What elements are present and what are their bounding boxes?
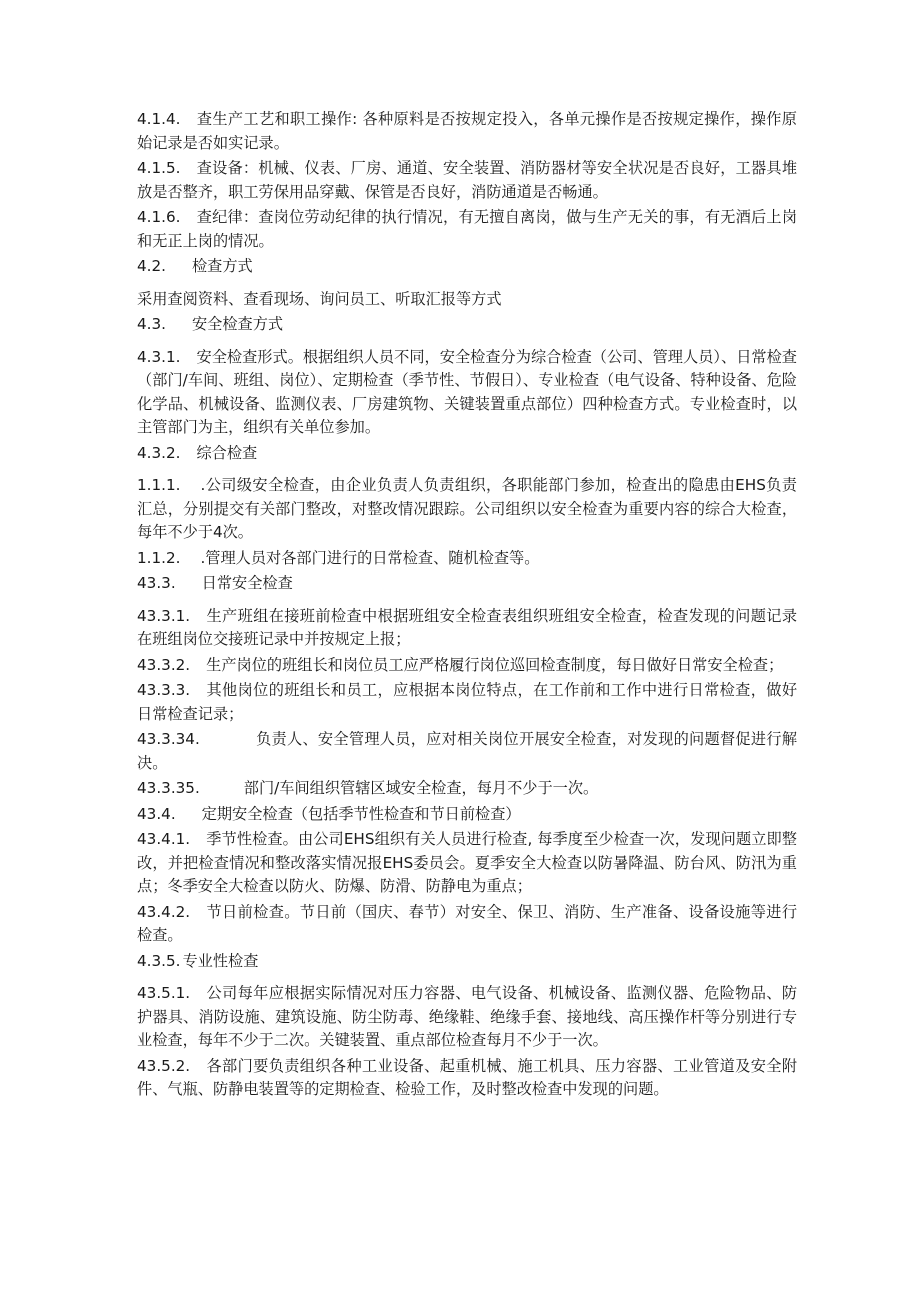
section-number: 4.3.5. <box>137 951 181 970</box>
section-number: 4.3.2. <box>137 443 181 462</box>
section-number: 4.1.6. <box>137 208 181 226</box>
section-number: 43.4.1. <box>137 830 191 848</box>
paragraph-text: 其他岗位的班组长和员工，应根据本岗位特点，在工作前和工作中进行日常检查，做好日常检查记录； <box>137 681 797 723</box>
paragraph-text: 生产岗位的班组长和岗位员工应严格履行岗位巡回检查制度，每日做好日常安全检查； <box>206 655 784 674</box>
heading-43-3 <box>137 572 797 596</box>
paragraph-text: 公司每年应根据实际情况对压力容器、电气设备、机械设备、监测仪器、危险物品、防护器具、消防设施、建筑设施、防尘防毒、绝缘鞋、绝缘手套、接地线、高压操作杆等分别进行专业检查，每年不少于二次。关键装置、重点部位检查每月不少于一次。 <box>137 984 797 1049</box>
section-number: 1.1.2. <box>137 548 181 567</box>
paragraph-43-3-1 <box>137 605 797 652</box>
section-number: 1.1.1. <box>137 476 181 494</box>
section-number: 43.3.35. <box>137 779 200 797</box>
section-number: 43.5.2. <box>137 1056 191 1075</box>
heading-4-3-2 <box>137 442 797 466</box>
paragraph-text: 查生产工艺和职工操作: 各种原料是否按规定投入，各单元操作是否按规定操作，操作原始记录是否如实记录。 <box>137 110 797 152</box>
paragraph-text: .公司级安全检查，由企业负责人负责组织，各职能部门参加，检查出的隐患由EHS负责汇总，分别提交有关部门整改，对整改情况跟踪。公司组织以安全检查为重要内容的综合大检查，每年不少于4次。 <box>137 476 797 541</box>
paragraph-method <box>137 288 797 312</box>
heading-43-4 <box>137 803 797 827</box>
heading-text: 日常安全检查 <box>201 574 293 592</box>
paragraph-1-1-2 <box>137 547 797 571</box>
section-number: 43.3.1. <box>137 606 191 625</box>
section-number: 4.1.5. <box>137 159 181 177</box>
section-number: 43.3.2. <box>137 655 191 674</box>
paragraph-text: .管理人员对各部门进行的日常检查、随机检查等。 <box>200 548 540 567</box>
heading-4-3-5 <box>137 950 797 974</box>
heading-text: 检查方式 <box>191 257 253 275</box>
paragraph-text: 查设备：机械、仪表、厂房、通道、安全装置、消防器材等安全状况是否良好，工器具堆放是否整齐，职工劳保用品穿戴、保管是否良好，消防通道是否畅通。 <box>137 159 797 201</box>
paragraph-text: 采用查阅资料、查看现场、询问员工、听取汇报等方式 <box>137 289 502 308</box>
paragraph-43-3-3 <box>137 679 797 726</box>
heading-text: 综合检查 <box>196 443 258 462</box>
document-body <box>137 108 797 1104</box>
paragraph-text: 季节性检查。由公司EHS组织有关人员进行检查, 每季度至少检查一次，发现问题立即整改，并把检查情况和整改落实情况报EHS委员会。夏季安全大检查以防暑降温、防台风、防汛为重点；冬季安全大检查以防火、防爆、防滑、防静电为重点； <box>137 830 797 895</box>
paragraph-43-4-2 <box>137 901 797 948</box>
paragraph-text: 安全检查形式。根据组织人员不同，安全检查分为综合检查（公司、管理人员）、日常检查（部门/车间、班组、岗位）、定期检查（季节性、节假日）、专业检查（电气设备、特种设备、危险化学品、机械设备、监测仪表、厂房建筑物、关键装置重点部位）四种检查方式。专业检查时，以主管部门为主，组织有关单位参加。 <box>137 347 797 436</box>
paragraph-4-1-5 <box>137 157 797 204</box>
paragraph-4-1-4 <box>137 108 797 155</box>
paragraph-4-1-6 <box>137 206 797 253</box>
section-number: 4.3.1. <box>137 347 181 366</box>
paragraph-text: 各部门要负责组织各种工业设备、起重机械、施工机具、压力容器、工业管道及安全附件、气瓶、防静电装置等的定期检查、检验工作，及时整改检查中发现的问题。 <box>137 1056 797 1098</box>
heading-4-3 <box>137 313 797 337</box>
heading-text: 专业性检查 <box>182 951 259 970</box>
section-number: 43.5.1. <box>137 984 191 1002</box>
heading-4-2 <box>137 255 797 279</box>
paragraph-43-3-35 <box>137 777 797 801</box>
paragraph-43-5-1 <box>137 982 797 1053</box>
section-number: 43.4. <box>137 804 176 823</box>
paragraph-43-4-1 <box>137 828 797 899</box>
paragraph-4-3-1 <box>137 346 797 440</box>
paragraph-text: 节日前检查。节日前（国庆、春节）对安全、保卫、消防、生产准备、设备设施等进行检查。 <box>137 902 797 944</box>
paragraph-text: 查纪律：查岗位劳动纪律的执行情况，有无擅自离岗，做与生产无关的事，有无酒后上岗和无正上岗的情况。 <box>137 208 797 250</box>
section-number: 4.2. <box>137 257 166 275</box>
paragraph-43-5-2 <box>137 1055 797 1102</box>
paragraph-text: 部门/车间组织管辖区域安全检查，每月不少于一次。 <box>243 779 599 797</box>
paragraph-text: 生产班组在接班前检查中根据班组安全检查表组织班组安全检查，检查发现的问题记录在班组岗位交接班记录中并按规定上报； <box>137 606 797 648</box>
paragraph-text: 负责人、安全管理人员，应对相关岗位开展安全检查，对发现的问题督促进行解决。 <box>137 730 797 772</box>
heading-text: 安全检查方式 <box>191 315 284 333</box>
section-number: 43.3. <box>137 574 176 592</box>
section-number: 43.3.3. <box>137 681 191 699</box>
paragraph-1-1-1 <box>137 474 797 545</box>
heading-text: 定期安全检查（包括季节性检查和节日前检查） <box>201 804 521 823</box>
section-number: 4.1.4. <box>137 110 181 128</box>
paragraph-43-3-34 <box>137 728 797 775</box>
section-number: 43.4.2. <box>137 902 191 921</box>
section-number: 43.3.34. <box>137 730 200 748</box>
paragraph-43-3-2 <box>137 654 797 678</box>
section-number: 4.3. <box>137 315 166 333</box>
